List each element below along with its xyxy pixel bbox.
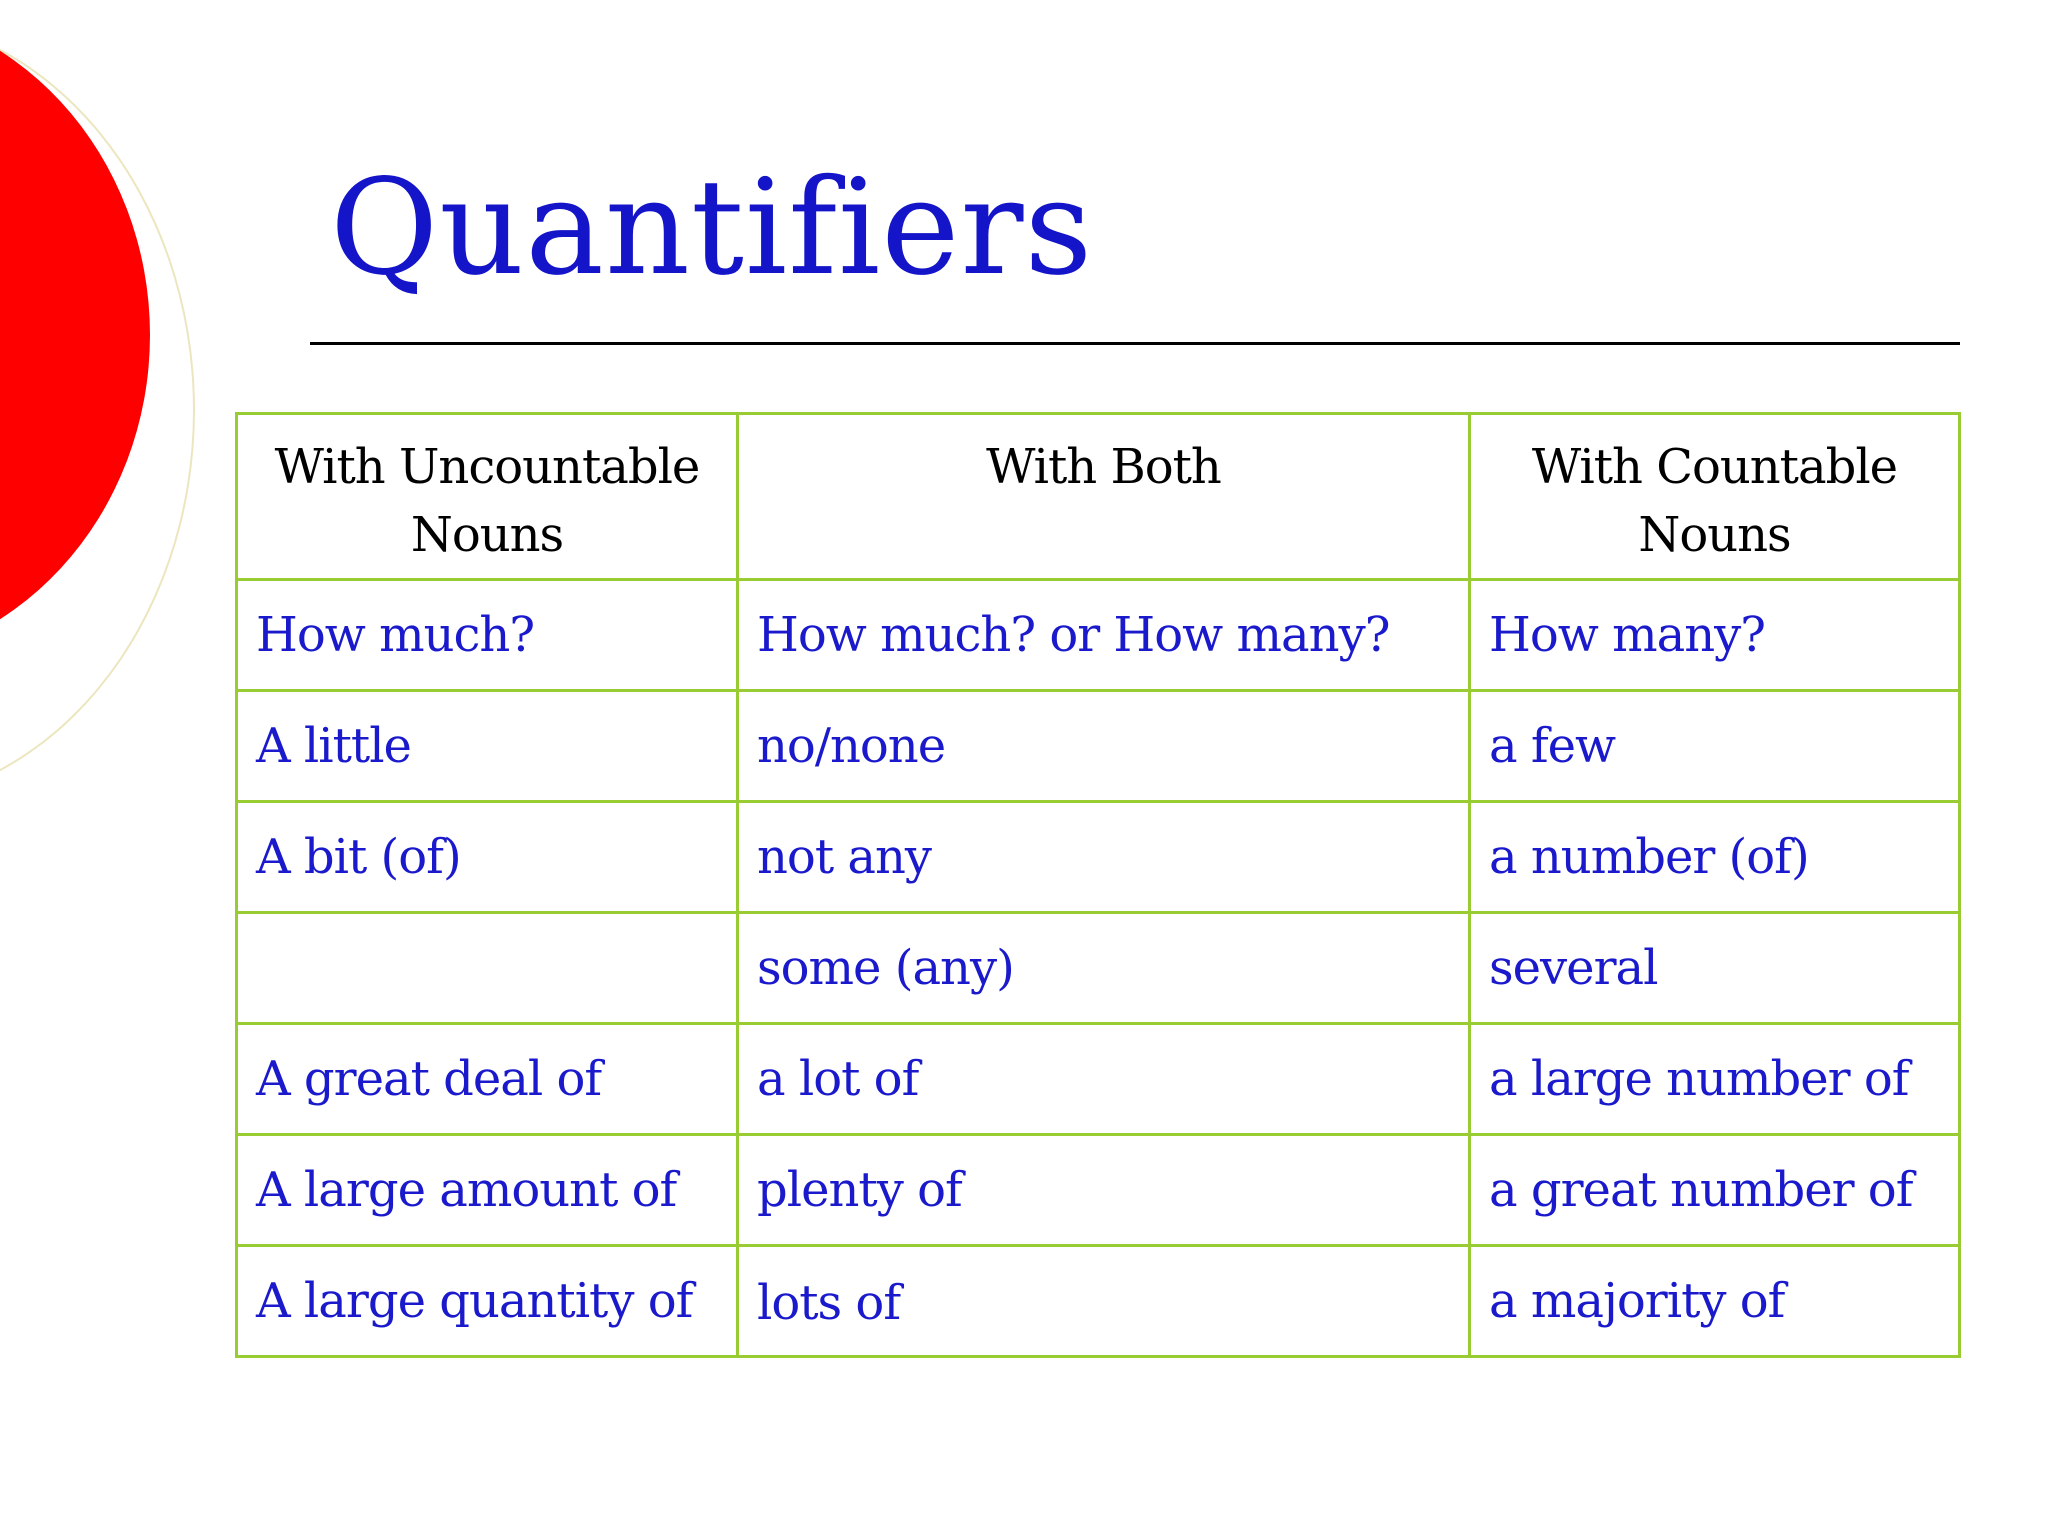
cell-both: a lot of: [738, 1024, 1470, 1135]
table-row: [237, 691, 1960, 802]
header-countable: With Countable Nouns: [1470, 414, 1960, 580]
table-row: [237, 1135, 1960, 1246]
quantifiers-table: [235, 412, 1961, 1358]
cell-countable: a few: [1470, 691, 1960, 802]
cell-countable: a majority of: [1470, 1246, 1960, 1357]
cell-uncountable: A great deal of: [237, 1024, 738, 1135]
cell-both: no/none: [738, 691, 1470, 802]
cell-uncountable: A little: [237, 691, 738, 802]
table-row: [237, 1024, 1960, 1135]
slide-title: Quantifiers: [330, 151, 1094, 305]
cell-uncountable: A large quantity of: [237, 1246, 738, 1357]
cell-both: lots of: [738, 1246, 1470, 1357]
table-row: [237, 580, 1960, 691]
title-underline: [310, 342, 1960, 345]
cell-countable: a large number of: [1470, 1024, 1960, 1135]
cell-countable: several: [1470, 913, 1960, 1024]
table-row: [237, 802, 1960, 913]
cell-countable: How many?: [1470, 580, 1960, 691]
cell-uncountable: [237, 913, 738, 1024]
cell-countable: a great number of: [1470, 1135, 1960, 1246]
table-row: [237, 913, 1960, 1024]
cell-countable: a number (of): [1470, 802, 1960, 913]
cell-uncountable: A large amount of: [237, 1135, 738, 1246]
table-header-row: [237, 414, 1960, 580]
table-row: [237, 1246, 1960, 1357]
cell-both: some (any): [738, 913, 1470, 1024]
cell-uncountable: How much?: [237, 580, 738, 691]
cell-both: not any: [738, 802, 1470, 913]
cell-both: How much? or How many?: [738, 580, 1470, 691]
header-both: With Both: [738, 414, 1470, 580]
header-uncountable: With Uncountable Nouns: [237, 414, 738, 580]
cell-uncountable: A bit (of): [237, 802, 738, 913]
cell-both: plenty of: [738, 1135, 1470, 1246]
